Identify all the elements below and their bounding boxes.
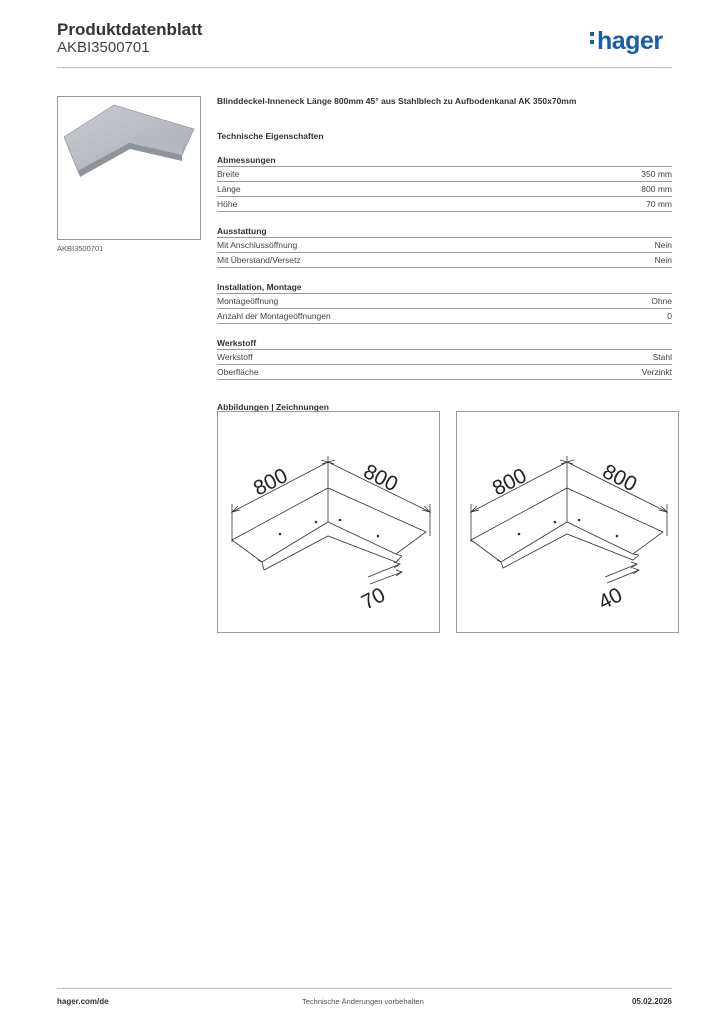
footer-website-link[interactable]: hager.com/de [57,997,109,1006]
section-abmessungen [217,154,672,212]
spec-label: Werkstoff [217,352,253,362]
specs-title: Technische Eigenschaften [217,131,324,141]
header-divider [57,67,672,68]
spec-value: 800 mm [641,184,672,194]
spec-row [217,197,672,212]
spec-label: Montageöffnung [217,296,279,306]
spec-label: Oberfläche [217,367,259,377]
dimension-label: 800 [488,464,531,501]
spec-row [217,167,672,182]
spec-value: 350 mm [641,169,672,179]
hager-logo[interactable] [590,27,663,56]
footer-date: 05.02.2026 [631,997,672,1006]
spec-label: Mit Überstand/Versetz [217,255,301,265]
section-ausstattung [217,225,672,268]
spec-value: Stahl [652,352,672,362]
footer-notice: Technische Änderungen vorbehalten [302,997,424,1006]
spec-label: Mit Anschlussöffnung [217,240,298,250]
page-title: Produktdatenblatt [57,20,203,39]
dimension-label: 40 [594,583,627,615]
spec-value: 70 mm [646,199,672,209]
logo-text: hager [597,27,663,55]
spec-label: Breite [217,169,240,179]
spec-row [217,350,672,365]
dimension-label: 800 [359,459,402,497]
technical-drawing-1 [217,411,440,633]
section-werkstoff [217,337,672,380]
section-title: Werkstoff [217,337,672,350]
technical-drawing-2 [456,411,679,633]
spec-value: Ohne [651,296,672,306]
spec-row [217,182,672,197]
spec-label: Länge [217,184,241,194]
spec-value: Verzinkt [641,367,672,377]
image-caption: AKBI3500701 [57,244,104,253]
article-number: AKBI3500701 [57,39,150,56]
product-description: Blinddeckel-Inneneck Länge 800mm 45° aus Stahlblech zu Aufbodenkanal AK 350x70mm [217,96,577,106]
dimension-label: 800 [249,464,292,501]
logo-dots-icon [590,32,595,48]
figures-title: Abbildungen | Zeichnungen [217,402,329,412]
footer-divider [57,988,672,989]
dimension-label: 800 [598,459,641,497]
spec-label: Anzahl der Montageöffnungen [217,311,331,321]
datasheet-content [217,96,672,412]
spec-row [217,238,672,253]
spec-label: Höhe [217,199,238,209]
corner-cover-icon [58,97,200,239]
spec-value: Nein [654,240,672,250]
section-installation [217,281,672,324]
product-image [57,96,201,240]
section-title: Abmessungen [217,154,672,167]
dimension-label: 70 [357,583,390,615]
spec-row [217,294,672,309]
spec-row [217,253,672,268]
spec-value: 0 [667,311,672,321]
spec-value: Nein [654,255,672,265]
spec-row [217,309,672,324]
section-title: Ausstattung [217,225,672,238]
section-title: Installation, Montage [217,281,672,294]
spec-row [217,365,672,380]
